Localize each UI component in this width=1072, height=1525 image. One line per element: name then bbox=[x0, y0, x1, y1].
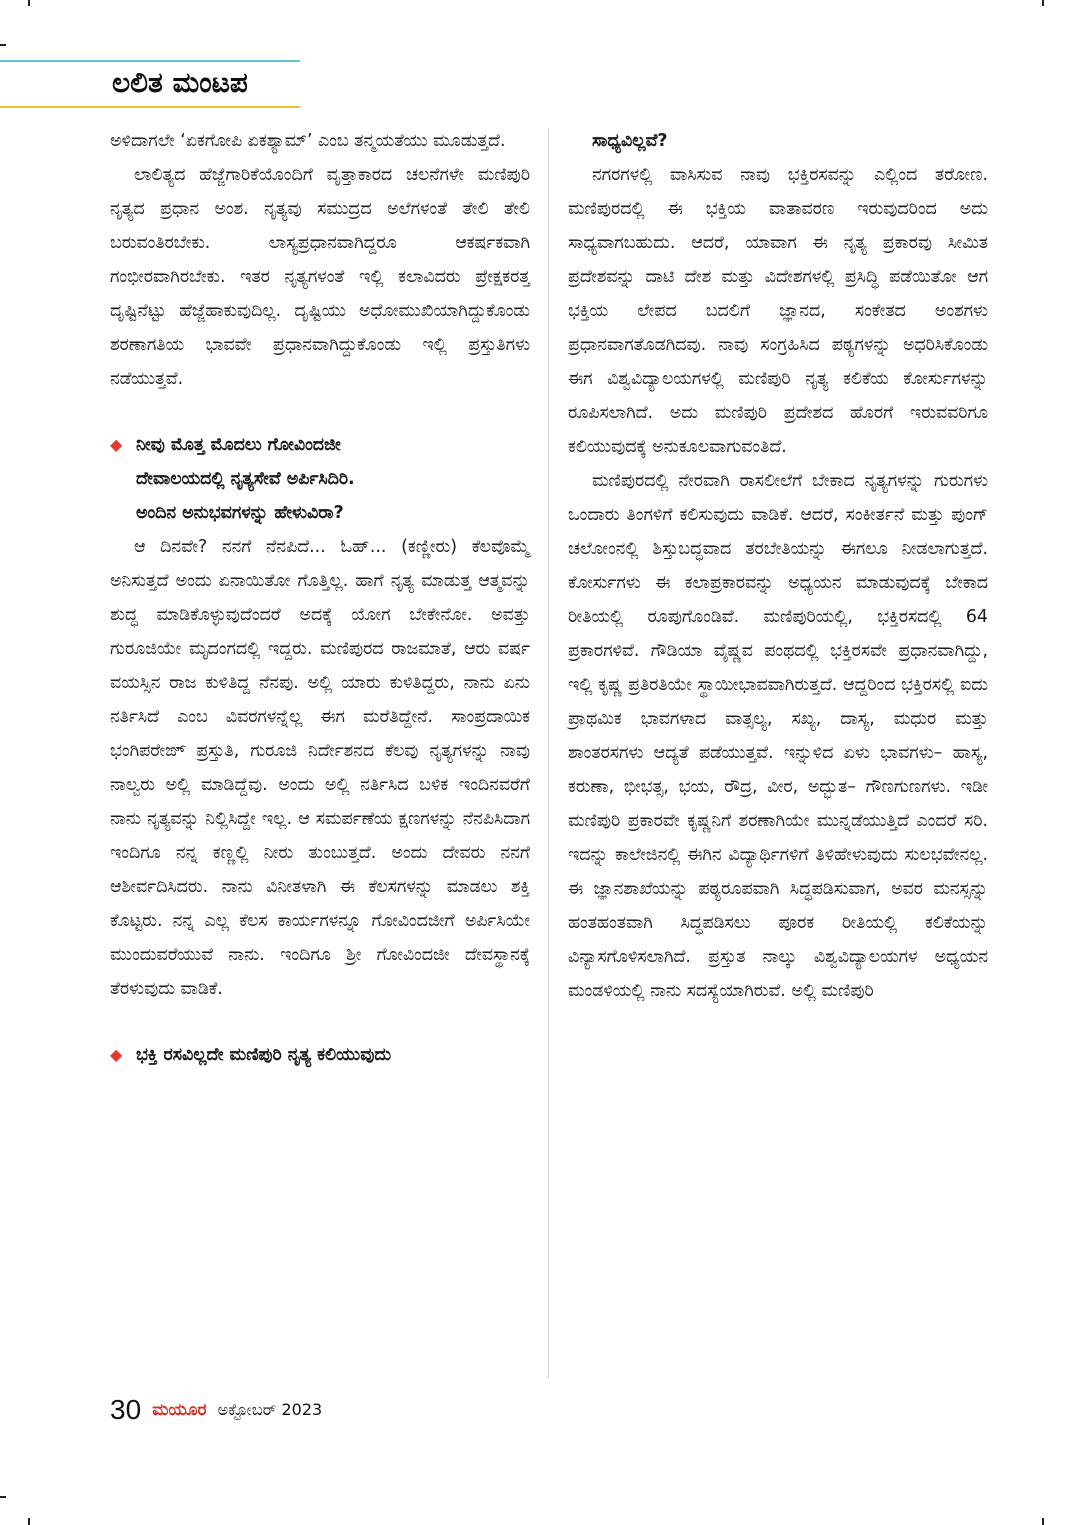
answer-paragraph: ನಗರಗಳಲ್ಲಿ ವಾಸಿಸುವ ನಾವು ಭಕ್ತಿರಸವನ್ನು ಎಲ್ಲಿಂದ ತರೋಣ. ಮಣಿಪುರದಲ್ಲಿ ಈ ಭಕ್ತಿಯ ವಾತಾವರಣ ಇರುವುದರಿಂದ ಅದು ಸಾಧ್ಯವಾಗಬಹುದು. ಆದರೆ, ಯಾವಾಗ ಈ ನೃತ್ಯ ಪ್ರಕಾರವು ಸೀಮಿತ ಪ್ರದೇಶವನ್ನು ದಾಟಿ ದೇಶ ಮತ್ತು ವಿದೇಶಗಳಲ್ಲಿ ಪ್ರಸಿದ್ಧಿ ಪಡೆಯಿತೋ ಆಗ ಭಕ್ತಿಯ ಲೇಪದ ಬದಲಿಗೆ ಜ್ಞಾನದ, ಸಂಕೇತದ ಅಂಶಗಳು ಪ್ರಧಾನವಾಗತೊಡಗಿದವು. ನಾವು ಸಂಗ್ರಹಿಸಿದ ಪಠ್ಯಗಳನ್ನು ಅಧರಿಸಿಕೊಂಡು ಈಗ ವಿಶ್ವವಿದ್ಯಾಲಯಗಳಲ್ಲಿ ಮಣಿಪುರಿ ನೃತ್ಯ ಕಲಿಕೆಯ ಕೋರ್ಸುಗಳನ್ನು ರೂಪಿಸಲಾಗಿದೆ. ಅದು ಮಣಿಪುರಿ ಪ್ರದೇಶದ ಹೊರಗೆ ಇರುವವರಿಗೂ ಕಲಿಯುವುದಕ್ಕೆ ಅನುಕೂಲವಾಗುವಂತಿದೆ. bbox=[568, 165, 988, 457]
header-rule-top bbox=[0, 60, 300, 62]
crop-mark-top-left bbox=[0, 44, 6, 46]
question-heading bbox=[110, 428, 530, 530]
question-heading bbox=[110, 1038, 530, 1072]
question-line: ಅಂದಿನ ಅನುಭವಗಳನ್ನು ಹೇಳುವಿರಾ? bbox=[136, 503, 344, 523]
page-footer bbox=[110, 1394, 322, 1426]
answer-paragraph: ಆ ದಿನವೇ? ನನಗೆ ನೆನಪಿದೆ... ಓಹ್... (ಕಣ್ಣೀರು) ಕೆಲವೊಮ್ಮೆ ಅನಿಸುತ್ತದೆ ಅಂದು ಏನಾಯಿತೋ ಗೊತ್ತಿಲ್ಲ. ಹಾಗೆ ನೃತ್ಯ ಮಾಡುತ್ತ ಆತ್ಮವನ್ನು ಶುದ್ಧ ಮಾಡಿಕೊಳ್ಳುವುದೆಂದರೆ ಅದಕ್ಕೆ ಯೋಗ ಬೇಕೇನೋ. ಅವತ್ತು ಗುರೂಜಿಯೇ ಮೃದಂಗದಲ್ಲಿ ಇದ್ದರು. ಮಣಿಪುರದ ರಾಜಮಾತೆ, ಆರು ವರ್ಷ ವಯಸ್ಸಿನ ರಾಜ ಕುಳಿತಿದ್ದ ನೆನಪು. ಅಲ್ಲಿ ಯಾರು ಕುಳಿತಿದ್ದರು, ನಾನು ಏನು ನರ್ತಿಸಿದೆ ಎಂಬ ವಿವರಗಳನ್ನೆಲ್ಲ ಈಗ ಮರೆತಿದ್ದೇನೆ. ಸಾಂಪ್ರದಾಯಿಕ ಭಂಗಿಪರೇಙ್ ಪ್ರಸ್ತುತಿ, ಗುರೂಜಿ ನಿರ್ದೇಶನದ ಕೆಲವು ನೃತ್ಯಗಳನ್ನು ನಾವು ನಾಲ್ವರು ಅಲ್ಲಿ ಮಾಡಿದ್ದೆವು. ಅಂದು ಅಲ್ಲಿ ನರ್ತಿಸಿದ ಬಳಿಕ ಇಂದಿನವರೆಗೆ ನಾನು ನೃತ್ಯವನ್ನು ನಿಲ್ಲಿಸಿದ್ದೇ ಇಲ್ಲ. ಆ ಸಮರ್ಪಣೆಯ ಕ್ಷಣಗಳನ್ನು ನೆನಪಿಸಿದಾಗ ಇಂದಿಗೂ ನನ್ನ ಕಣ್ಣಲ್ಲಿ ನೀರು ತುಂಬುತ್ತದೆ. ಅಂದು ದೇವರು ನನಗೆ ಆಶೀರ್ವದಿಸಿದರು. ನಾನು ವಿನೀತಳಾಗಿ ಈ ಕೆಲಸಗಳನ್ನು ಮಾಡಲು ಶಕ್ತಿ ಕೊಟ್ಟರು. ನನ್ನ ಎಲ್ಲ ಕೆಲಸ ಕಾರ್ಯಗಳನ್ನೂ ಗೋವಿಂದಜೀಗೆ ಅರ್ಪಿಸಿಯೇ ಮುಂದುವರೆಯುವೆ ನಾನು. ಇಂದಿಗೂ ಶ್ರೀ ಗೋವಿಂದಜೀ ದೇವಸ್ಥಾನಕ್ಕೆ ತೆರಳುವುದು ವಾಡಿಕೆ. bbox=[110, 537, 530, 999]
paragraph: ಲಾಲಿತ್ಯದ ಹೆಜ್ಜೆಗಾರಿಕೆಯೊಂದಿಗೆ ವೃತ್ತಾಕಾರದ ಚಲನೆಗಳೇ ಮಣಿಪುರಿ ನೃತ್ಯದ ಪ್ರಧಾನ ಅಂಶ. ನೃತ್ಯವು ಸಮುದ್ರದ ಅಲೆಗಳಂತೆ ತೇಲಿ ತೇಲಿ ಬರುವಂತಿರಬೇಕು. ಲಾಸ್ಯಪ್ರಧಾನವಾಗಿದ್ದರೂ ಆಕರ್ಷಕವಾಗಿ ಗಂಭೀರವಾಗಿರಬೇಕು. ಇತರ ನೃತ್ಯಗಳಂತೆ ಇಲ್ಲಿ ಕಲಾವಿದರು ಪ್ರೇಕ್ಷಕರತ್ತ ದೃಷ್ಟಿನೆಟ್ಟು ಹೆಜ್ಜೆಹಾಕುವುದಿಲ್ಲ. ದೃಷ್ಟಿಯು ಅಧೋಮುಖಿಯಾಗಿದ್ದುಕೊಂಡು ಶರಣಾಗತಿಯ ಭಾವವೇ ಪ್ರಧಾನವಾಗಿದ್ದುಕೊಂಡು ಇಲ್ಲಿ ಪ್ರಸ್ತುತಿಗಳು ನಡೆಯುತ್ತವೆ. bbox=[110, 165, 530, 389]
crop-mark-bottom-left bbox=[0, 1496, 6, 1498]
crop-mark-top bbox=[28, 0, 30, 6]
question-line: ನೀವು ಮೊತ್ತ ಮೊದಲು ಗೋವಿಂದಜೀ bbox=[136, 435, 341, 455]
red-diamond-bullet-icon: ◆ bbox=[110, 1045, 123, 1064]
crop-mark-bottom-right bbox=[1042, 1518, 1044, 1525]
page-number: 30 bbox=[110, 1394, 142, 1425]
question-continuation: ಸಾಧ್ಯವಿಲ್ಲವೆ? bbox=[592, 131, 668, 151]
crop-mark-top-right bbox=[1042, 0, 1044, 6]
issue-date: ಅಕ್ಟೋಬರ್ 2023 bbox=[217, 1400, 323, 1419]
question-line: ದೇವಾಲಯದಲ್ಲಿ ನೃತ್ಯಸೇವೆ ಅರ್ಪಿಸಿದಿರಿ. bbox=[136, 469, 355, 489]
header-rule-bottom bbox=[0, 106, 300, 108]
paragraph: ಅಳಿದಾಗಲೇ ‘ಏಕಗೋಪಿ ಏಕಶ್ಯಾಮ್’ ಎಂಬ ತನ್ಮಯತೆಯು ಮೂಡುತ್ತದೆ. bbox=[110, 131, 506, 151]
question-line: ಭಕ್ತಿ ರಸವಿಲ್ಲದೇ ಮಣಿಪುರಿ ನೃತ್ಯ ಕಲಿಯುವುದು bbox=[136, 1045, 392, 1065]
section-header bbox=[0, 60, 300, 108]
magazine-name: ಮಯೂರ bbox=[152, 1400, 207, 1420]
section-title: ಲಲಿತ ಮಂಟಪ bbox=[112, 66, 248, 99]
answer-paragraph: ಮಣಿಪುರದಲ್ಲಿ ನೇರವಾಗಿ ರಾಸಲೀಲೆಗೆ ಬೇಕಾದ ನೃತ್ಯಗಳನ್ನು ಗುರುಗಳು ಒಂದಾರು ತಿಂಗಳಿಗೆ ಕಲಿಸುವುದು ವಾಡಿಕೆ. ಆದರೆ, ಸಂಕೀರ್ತನೆ ಮತ್ತು ಪುಂಗ್ ಚಲೋಂನಲ್ಲಿ ಶಿಸ್ತುಬದ್ಧವಾದ ತರಬೇತಿಯನ್ನು ಈಗಲೂ ನೀಡಲಾಗುತ್ತದೆ. ಕೋರ್ಸುಗಳು ಈ ಕಲಾಪ್ರಕಾರವನ್ನು ಅಧ್ಯಯನ ಮಾಡುವುದಕ್ಕೆ ಬೇಕಾದ ರೀತಿಯಲ್ಲಿ ರೂಪುಗೊಂಡಿವೆ. ಮಣಿಪುರಿಯಲ್ಲಿ, ಭಕ್ತಿರಸದಲ್ಲಿ 64 ಪ್ರಕಾರಗಳಿವೆ. ಗೌಡಿಯಾ ವೈಷ್ಣವ ಪಂಥದಲ್ಲಿ ಭಕ್ತಿರಸವೇ ಪ್ರಧಾನವಾಗಿದ್ದು, ಇಲ್ಲಿ ಕೃಷ್ಣ ಪ್ರತಿರತಿಯೇ ಸ್ಥಾಯೀಭಾವವಾಗಿರುತ್ತದೆ. ಆದ್ದರಿಂದ ಭಕ್ತಿರಸಲ್ಲಿ ಐದು ಪ್ರಾಥಮಿಕ ಭಾವಗಳಾದ ವಾತ್ಸಲ್ಯ, ಸಖ್ಯ, ದಾಸ್ಯ, ಮಧುರ ಮತ್ತು ಶಾಂತರಸಗಳು ಆದ್ಯತೆ ಪಡೆಯುತ್ತವೆ. ಇನ್ನುಳಿದ ಏಳು ಭಾವಗಳು– ಹಾಸ್ಯ, ಕರುಣಾ, ಭೀಭತ್ಸ, ಭಯ, ರೌದ್ರ, ವೀರ, ಅದ್ಭುತ– ಗೌಣಗುಣಗಳು. ಇಡೀ ಮಣಿಪುರಿ ಪ್ರಕಾರವೇ ಕೃಷ್ಣನಿಗೆ ಶರಣಾಗಿಯೇ ಮುನ್ನಡೆಯುತ್ತಿದೆ ಎಂದರೆ ಸರಿ. ಇದನ್ನು ಕಾಲೇಜಿನಲ್ಲಿ ಈಗಿನ ವಿದ್ಯಾರ್ಥಿಗಳಿಗೆ ತಿಳಿಹೇಳುವುದು ಸುಲಭವೇನಲ್ಲ. ಈ ಜ್ಞಾನಶಾಖೆಯನ್ನು ಪಠ್ಯರೂಪವಾಗಿ ಸಿದ್ಧಪಡಿಸುವಾಗ, ಅವರ ಮನಸ್ಸನ್ನು ಹಂತಹಂತವಾಗಿ ಸಿದ್ಧಪಡಿಸಲು ಪೂರಕ ರೀತಿಯಲ್ಲಿ ಕಲಿಕೆಯನ್ನು ವಿನ್ಯಾಸಗೊಳಿಸಲಾಗಿದೆ. ಪ್ರಸ್ತುತ ನಾಲ್ಕು ವಿಶ್ವವಿದ್ಯಾಲಯಗಳ ಅಧ್ಯಯನ ಮಂಡಳಿಯಲ್ಲಿ ನಾನು ಸದಸ್ಯೆಯಾಗಿರುವೆ. ಅಲ್ಲಿ ಮಣಿಪುರಿ bbox=[568, 471, 988, 1001]
crop-mark-bottom bbox=[28, 1518, 30, 1525]
right-column bbox=[568, 124, 988, 1008]
red-diamond-bullet-icon: ◆ bbox=[110, 435, 123, 454]
column-divider bbox=[548, 128, 549, 1378]
left-column bbox=[110, 124, 530, 1072]
